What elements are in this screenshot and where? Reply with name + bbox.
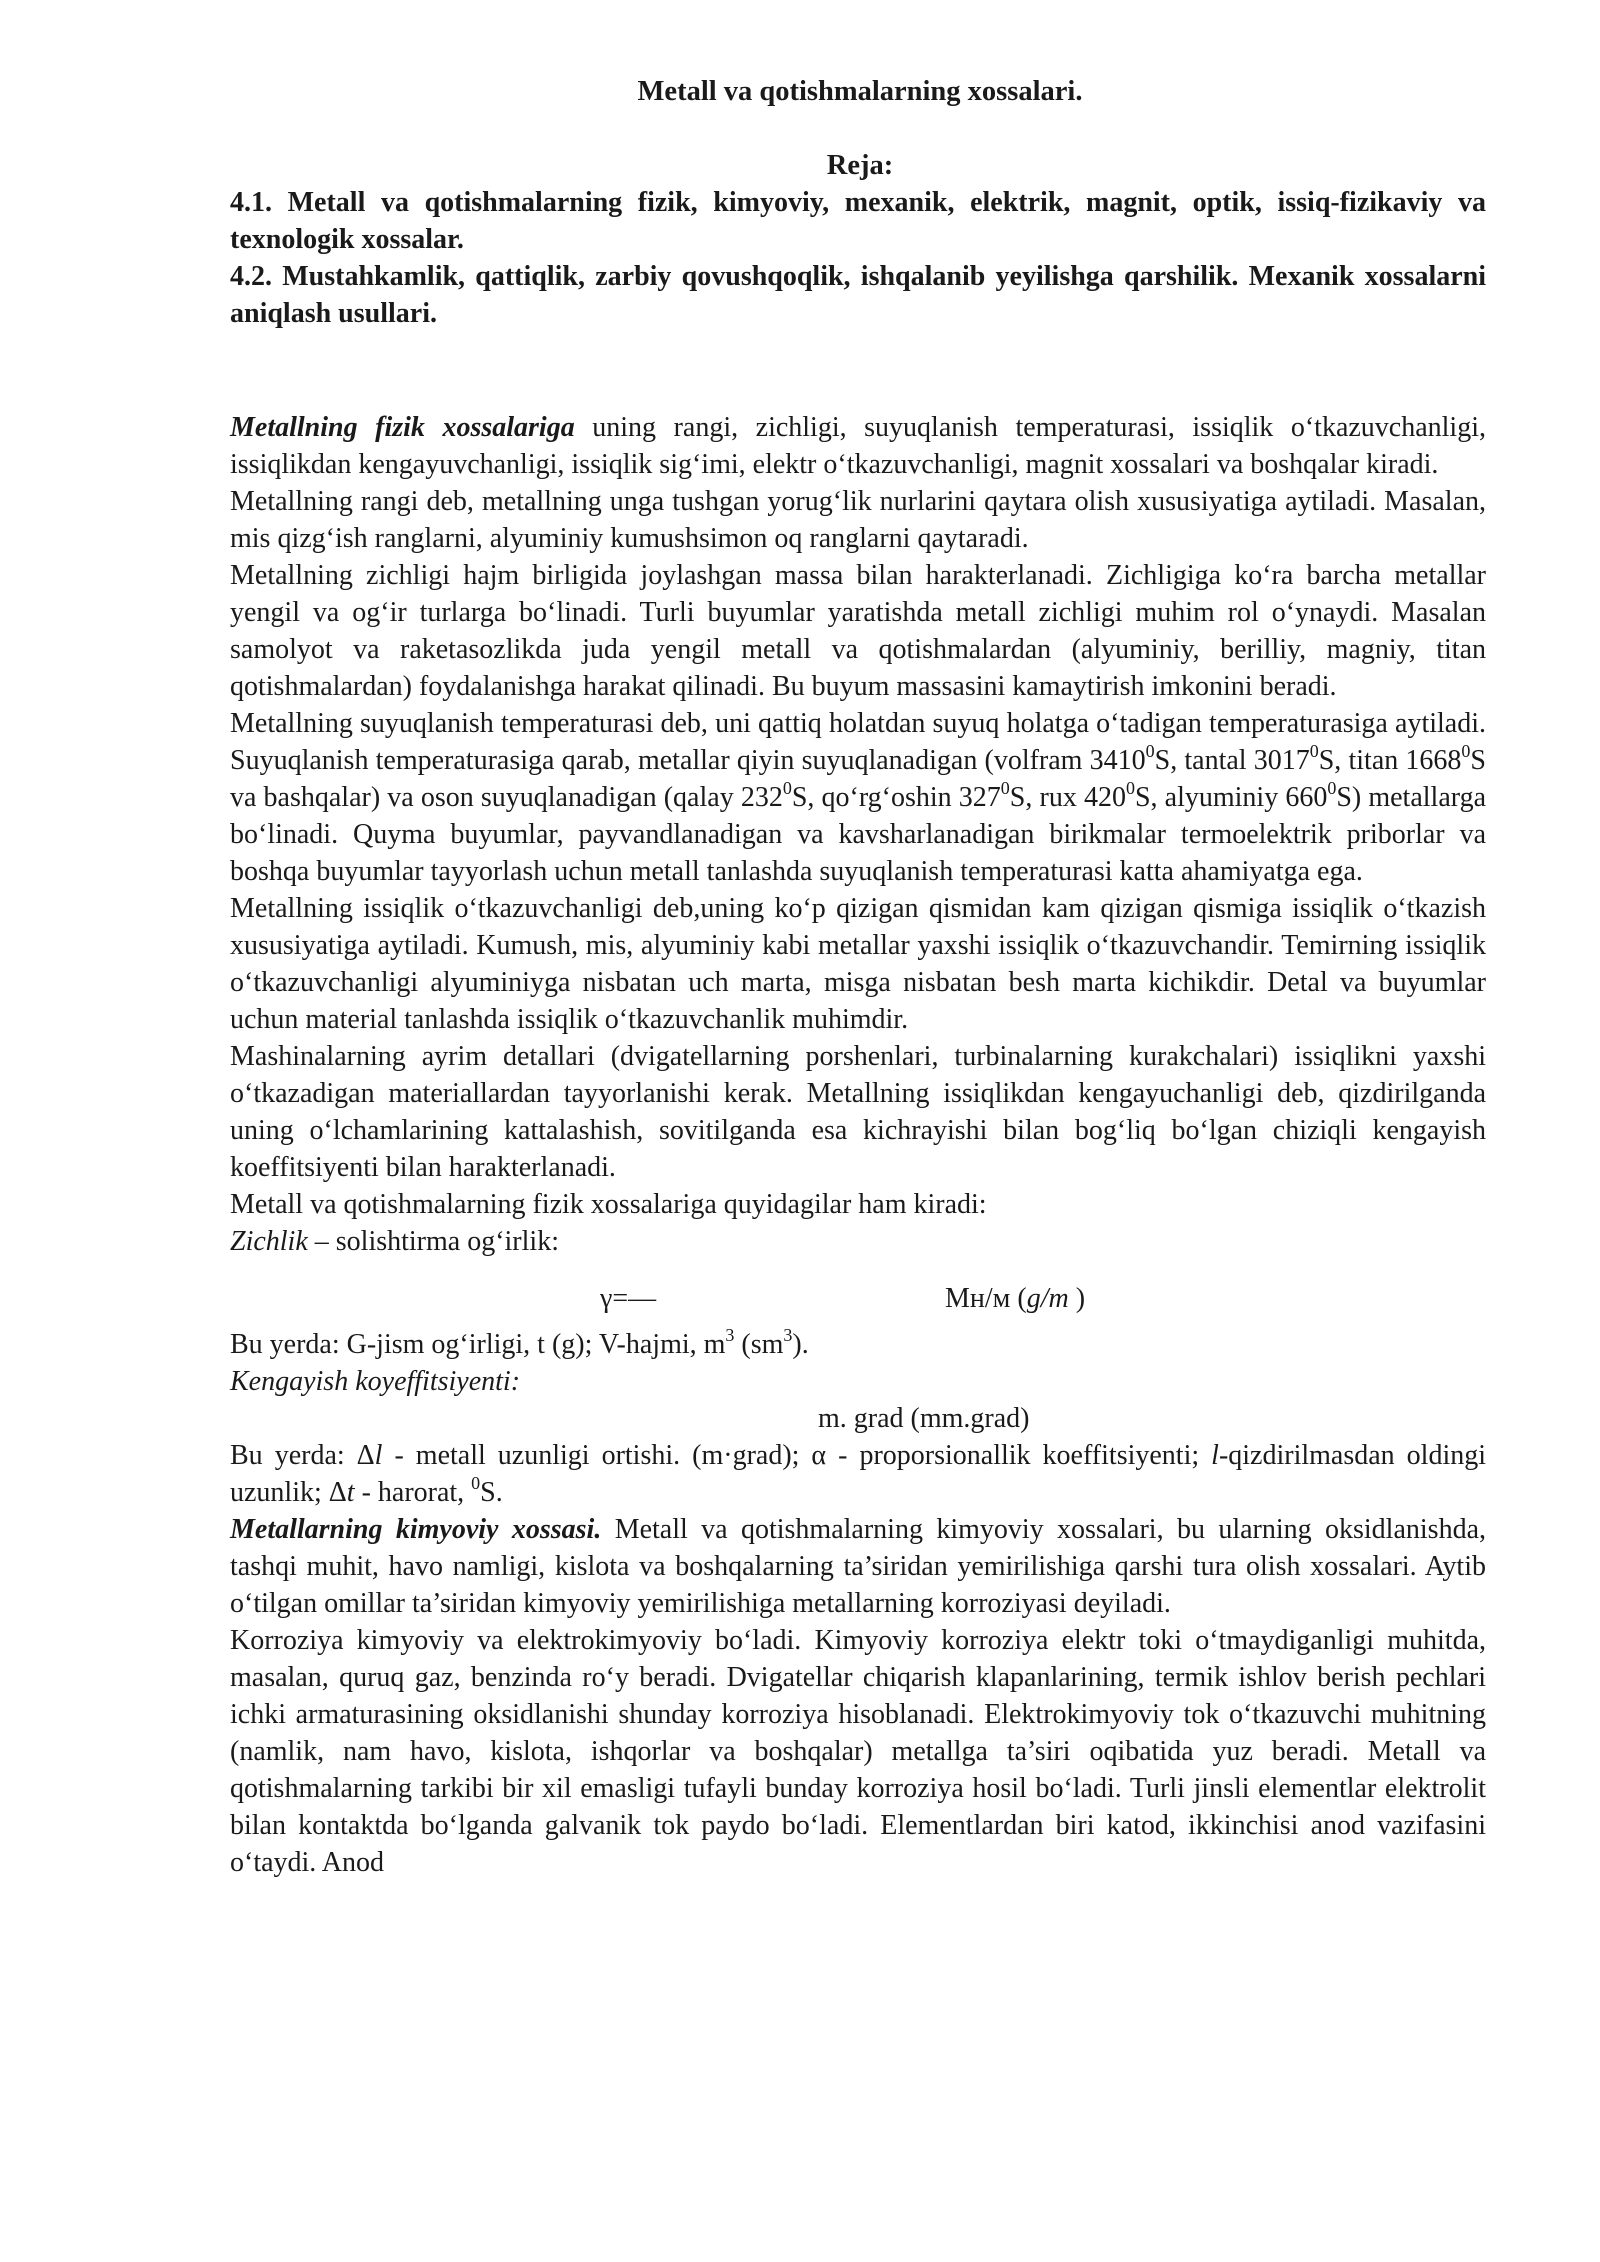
paragraph-text: – solishtirma og‘irlik: [307,1226,559,1257]
degree-sup: 0 [1461,740,1471,761]
density-formula [230,1270,1486,1326]
paragraph-melting-point [230,705,1486,890]
plan-item: 4.1. Metall va qotishmalarning fizik, kimyoviy, mexanik, elektrik, magnit, optik, issiq-fizikaviy va texnologik xossalar. [230,187,1486,255]
paragraph-text: - harorat, [354,1477,472,1508]
paragraph-more-properties: Metall va qotishmalarning fizik xossalariga quyidagilar ham kiradi: [230,1189,987,1220]
paragraph-text: Bu yerda: G-jism og‘irligi, t (g); V-hajmi, m [230,1329,726,1360]
formula-text: Мн/м ( [945,1283,1027,1314]
degree-sup: 0 [1309,740,1319,761]
degree-sup: 0 [782,777,792,798]
paragraph-text: S, titan 1668 [1318,745,1462,776]
paragraph-text: S, qo‘rg‘oshin 327 [791,782,1001,813]
lead-term: Metallarning kimyoviy xossasi. [230,1514,602,1545]
paragraph-text: uning rangi, zichligi, suyuqlanish temperaturasi, issiqlik o‘tkazuvchanligi, issiqlikdan kengayuvchanligi, issiqlik sig‘imi, elektr o‘tkazuvchanligi, magnit xossalari va boshqalar kiradi. [230,412,1486,480]
degree-sup: 0 [1145,740,1155,761]
degree-sup: 0 [1000,777,1010,798]
italic-term: Zichlik [230,1226,308,1257]
italic-symbol: l [374,1440,383,1471]
paragraph-expansion-legend [230,1437,1486,1511]
paragraph-chemical-properties [230,1511,1486,1622]
paragraph-color: Metallning rangi deb, metallning unga tushgan yorug‘lik nurlarini qaytara olish xususiyatiga aytiladi. Masalan, mis qizg‘ish ranglarni, alyuminiy kumushsimon oq ranglarni qaytaradi. [230,486,1486,554]
paragraph-formula-legend [230,1326,1486,1363]
paragraph-text: S, alyuminiy 660 [1134,782,1328,813]
paragraph-text: S) metallarga bo‘linadi. Quyma buyumlar, payvandlanadigan va kavsharlanadigan birikmalar termoelektrik priborlar va boshqa buyumlar tayyorlash uchun metall tanlashda suyuqlanish temperaturasi katta ahamiyatga ega. [230,782,1486,887]
formula-lhs: γ=— [600,1283,657,1314]
italic-symbol: l [1211,1440,1219,1471]
paragraph-text: S va bashqalar) va oson suyuqlanadigan (qalay 232 [230,745,1486,813]
paragraph-density-definition [230,1223,1486,1260]
paragraph-text: ). [792,1329,809,1360]
italic-symbol: t [346,1477,355,1508]
formula-units [945,1280,1085,1317]
paragraph-thermal-expansion: Mashinalarning ayrim detallari (dvigatellarning porshenlari, turbinalarning kurakchalari) issiqlikni yaxshi o‘tkazadigan materiallardan tayyorlanishi kerak. Metallning issiqlikdan kengayuchanligi deb, qizdirilganda uning o‘lchamlarining kattalashish, sovitilganda esa kichrayishi bilan bog‘liq bo‘lgan chiziqli kengayish koeffitsiyenti bilan harakterlanadi. [230,1041,1486,1183]
plan-item: 4.2. Mustahkamlik, qattiqlik, zarbiy qovushqoqlik, ishqalanib yeyilishga qarshilik. Mexanik xossalarni aniqlash usullari. [230,261,1486,329]
paragraph-expansion-coefficient: Kengayish koyeffitsiyenti: [230,1366,521,1397]
formula-italic: g/m [1026,1283,1069,1314]
expansion-formula-units: m. grad (mm.grad) [818,1403,1030,1434]
degree-sup: 0 [471,1472,481,1493]
paragraph-text: (sm [734,1329,784,1360]
paragraph-text: Metallning suyuqlanish temperaturasi deb, uni qattiq holatdan suyuq holatga o‘tadigan temperaturasiga aytiladi. Suyuqlanish temperaturasiga qarab, metallar qiyin suyuqlanadigan (volfram 3410 [230,708,1486,776]
paragraph-text: S, tantal 3017 [1154,745,1310,776]
paragraph-text: - metall uzunligi ortishi. (m·grad); α - proporsionallik koeffitsiyenti; [382,1440,1212,1471]
paragraph-text: Bu yerda: Δ [230,1440,375,1471]
document-body [230,409,1486,1881]
degree-sup: 0 [1327,777,1337,798]
paragraph-text: -qizdirilmasdan oldingi uzunlik; Δ [230,1440,1487,1508]
paragraph-text: S. [480,1477,503,1508]
paragraph-density: Metallning zichligi hajm birligida joylashgan massa bilan harakterlanadi. Zichligiga ko‘ra barcha metallar yengil va og‘ir turlarga bo‘linadi. Turli buyumlar yaratishda metall zichligi muhim rol o‘ynaydi. Masalan samolyot va raketasozlikda juda yengil metall va qotishmalardan (alyuminiy, berilliy, magniy, titan qotishmalardan) foydalanishga harakat qilinadi. Bu buyum massasini kamaytirish imkonini beradi. [230,560,1486,702]
paragraph-physical-properties [230,409,1486,483]
document-title: Metall va qotishmalarning xossalari. [637,76,1083,107]
degree-sup: 0 [1125,777,1135,798]
paragraph-text: S, rux 420 [1009,782,1126,813]
lead-term: Metallning fizik xossalariga [230,412,575,443]
formula-text: ) [1068,1283,1086,1314]
plan-heading: Reja: [826,150,894,181]
plan-list [230,184,1486,332]
paragraph-corrosion: Korroziya kimyoviy va elektrokimyoviy bo‘ladi. Kimyoviy korroziya elektr toki o‘tmaydiganligi muhitda, masalan, quruq gaz, benzinda ro‘y beradi. Dvigatellar chiqarish klapanlarining, termik ishlov berish pechlari ichki armaturasining oksidlanishi shunday korroziya hisoblanadi. Elektrokimyoviy tok o‘tkazuvchi muhitning (namlik, nam havo, kislota, ishqorlar va boshqalar) metallga ta’siri oqibatida yuz beradi. Metall va qotishmalarning tarkibi bir xil emasligi tufayli bunday korroziya hosil bo‘ladi. Turli jinsli elementlar elektrolit bilan kontaktda bo‘lganda galvanik tok paydo bo‘ladi. Elementlardan biri katod, ikkinchisi anod vazifasini o‘taydi. Anod [230,1625,1486,1878]
superscript: 3 [725,1324,735,1345]
paragraph-text: Metall va qotishmalarning kimyoviy xossalari, bu ularning oksidlanishda, tashqi muhit, havo namligi, kislota va boshqalarning ta’siridan yemirilishiga qarshi tura olish xossalari. Aytib o‘tilgan omillar ta’siridan kimyoviy yemirilishiga metallarning korroziyasi deyiladi. [230,1514,1486,1619]
paragraph-thermal-conductivity: Metallning issiqlik o‘tkazuvchanligi deb,uning ko‘p qizigan qismidan kam qizigan qismiga issiqlik o‘tkazish xususiyatiga aytiladi. Kumush, mis, alyuminiy kabi metallar yaxshi issiqlik o‘tkazuvchandir. Temirning issiqlik o‘tkazuvchanligi alyuminiyga nisbatan uch marta, misga nisbatan besh marta kichikdir. Detal va buyumlar uchun material tanlashda issiqlik o‘tkazuvchanlik muhimdir. [230,893,1486,1035]
superscript: 3 [783,1324,793,1345]
